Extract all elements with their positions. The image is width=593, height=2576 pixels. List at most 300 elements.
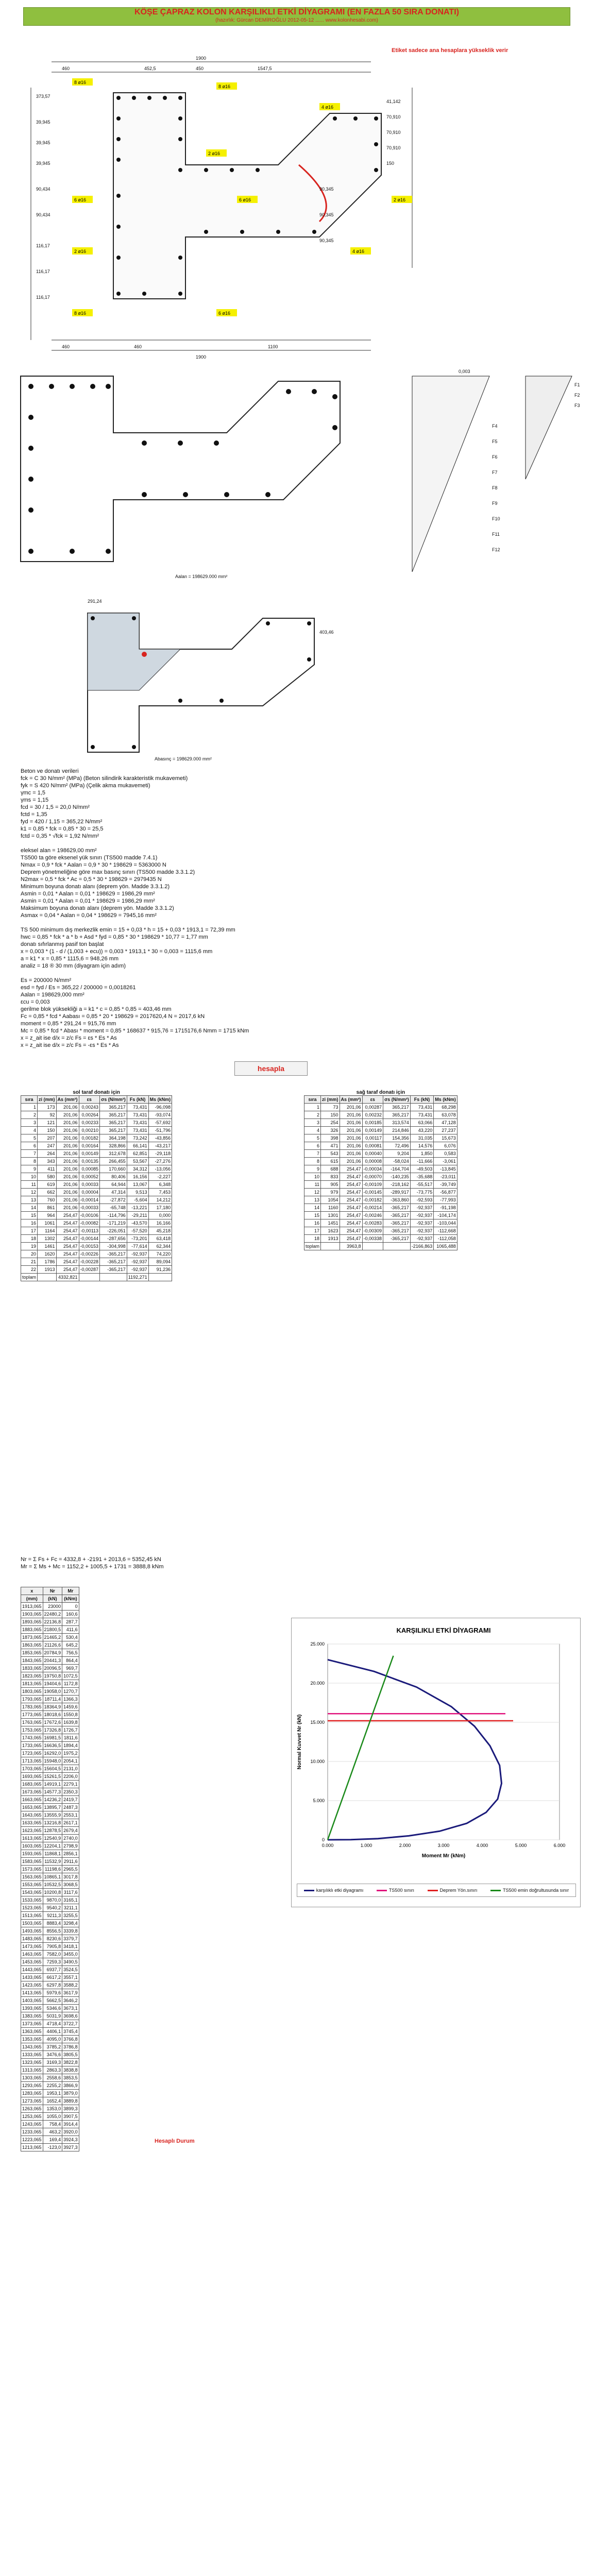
table-cell: 0,00233 <box>79 1119 100 1127</box>
table-cell: 15604,5 <box>43 1765 62 1773</box>
table-cell: 207 <box>38 1134 57 1142</box>
table-cell: 1894,4 <box>62 1742 79 1750</box>
table-row <box>21 2051 79 2059</box>
table-cell: -57,692 <box>148 1119 172 1127</box>
table-cell: 3899,3 <box>62 2105 79 2113</box>
table-row <box>21 1765 79 1773</box>
table-cell: 201,06 <box>340 1119 362 1127</box>
table-cell: 43,220 <box>410 1127 434 1134</box>
x-tick-label: 4.000 <box>476 1843 488 1848</box>
table-cell: 14 <box>21 1204 38 1212</box>
table-unit: (mm) <box>21 1595 43 1603</box>
table-row <box>21 1196 172 1204</box>
svg-text:8 ø16: 8 ø16 <box>74 80 87 85</box>
table-cell: -0,00226 <box>79 1250 100 1258</box>
table-row <box>21 1881 79 1889</box>
table-cell: 15,673 <box>434 1134 458 1142</box>
table-cell: 3117,6 <box>62 1889 79 1896</box>
table-header: σs (N/mm²) <box>100 1096 127 1104</box>
param-line: Es = 200000 N/mm² <box>21 977 72 984</box>
param-line: eleksel alan = 198629,00 mm² <box>21 848 97 854</box>
table-cell: 2965,5 <box>62 1866 79 1873</box>
table-cell: 15 <box>304 1212 321 1219</box>
svg-text:41,142: 41,142 <box>386 99 401 104</box>
table-cell: 264 <box>38 1150 57 1158</box>
svg-text:2 ø16: 2 ø16 <box>394 197 406 202</box>
chart-svg <box>292 1618 579 1881</box>
table-cell: 14 <box>304 1204 321 1212</box>
table-row <box>304 1165 458 1173</box>
table-row <box>21 1204 172 1212</box>
table-cell: 12878,5 <box>43 1827 62 1835</box>
table-cell: 21 <box>21 1258 38 1266</box>
table-cell: 247 <box>38 1142 57 1150</box>
interaction-chart <box>291 1618 581 1907</box>
table-row <box>21 2012 79 2020</box>
table-cell: -5,604 <box>127 1196 148 1204</box>
table-cell: 3490,5 <box>62 1958 79 1966</box>
table-cell: 2419,7 <box>62 1796 79 1804</box>
table-row <box>21 1757 79 1765</box>
legend-item <box>428 1888 478 1893</box>
table-cell: 1473,065 <box>21 1943 43 1951</box>
table-cell: 45,218 <box>148 1227 172 1235</box>
y-tick-label: 15.000 <box>310 1720 325 1725</box>
table-cell: 214,846 <box>383 1127 411 1134</box>
table-cell: 1652,4 <box>43 2097 62 2105</box>
svg-text:8 ø16: 8 ø16 <box>218 84 231 89</box>
table-row <box>21 1858 79 1866</box>
table-cell: 3 <box>304 1119 321 1127</box>
table-row <box>21 1603 79 1611</box>
table-cell: 17 <box>304 1227 321 1235</box>
param-line: Asmin = 0,01 * Aalan = 0,01 * 198629 = 1986,29 mm² <box>21 898 155 904</box>
table-row <box>21 1866 79 1873</box>
param-line <box>21 970 412 977</box>
table-cell: 7905,8 <box>43 1943 62 1951</box>
table-cell: 1393,065 <box>21 2005 43 2012</box>
table-row <box>21 1935 79 1943</box>
table-cell: 20096,5 <box>43 1665 62 1672</box>
table-cell: 63,418 <box>148 1235 172 1243</box>
table-row <box>304 1111 458 1119</box>
table-cell: 9870,0 <box>43 1896 62 1904</box>
table-cell: 1913,065 <box>21 1603 43 1611</box>
table-cell: 16292,0 <box>43 1750 62 1757</box>
summary-line2: Mr = Σ Ms + Mc = 1152,2 + 1005,5 + 1731 = 3888,8 kNm <box>21 1564 164 1570</box>
table-cell: 201,06 <box>340 1127 362 1134</box>
table-row <box>21 1974 79 1981</box>
table-cell: 411 <box>38 1165 57 1173</box>
table-row <box>21 1235 172 1243</box>
table-cell: 1253,065 <box>21 2113 43 2121</box>
table-row <box>21 1243 172 1250</box>
table-cell: 6937,7 <box>43 1966 62 1974</box>
svg-text:6 ø16: 6 ø16 <box>74 197 87 202</box>
table-cell: 11868,1 <box>43 1850 62 1858</box>
table-cell: 615 <box>321 1158 340 1165</box>
table-cell: 2 <box>21 1111 38 1119</box>
table-row <box>21 1827 79 1835</box>
table-cell: 6 <box>304 1142 321 1150</box>
table-cell: 1523,065 <box>21 1904 43 1912</box>
table-cell: -13,056 <box>148 1165 172 1173</box>
table-cell: 201,06 <box>56 1127 79 1134</box>
table-cell: 1726,7 <box>62 1726 79 1734</box>
table-cell: 3722,7 <box>62 2020 79 2028</box>
table-total-cell: -2166,863 <box>410 1243 434 1250</box>
etiket-note: Etiket sadece ana hesaplara yükseklik verir <box>392 47 509 54</box>
table-cell: 3838,8 <box>62 2066 79 2074</box>
table-row <box>21 1819 79 1827</box>
table-row <box>21 1680 79 1688</box>
table-cell: 2740,0 <box>62 1835 79 1842</box>
table-cell: 3379,7 <box>62 1935 79 1943</box>
table-cell: 170,660 <box>100 1165 127 1173</box>
table-cell: 3889,8 <box>62 2097 79 2105</box>
table-cell: -0,00228 <box>79 1258 100 1266</box>
table-cell: 1663,065 <box>21 1796 43 1804</box>
table-row <box>21 1958 79 1966</box>
table-cell: 18 <box>304 1235 321 1243</box>
legend-item <box>377 1888 414 1893</box>
table-cell: 1763,065 <box>21 1719 43 1726</box>
param-line: Beton ve donatı verileri <box>21 768 79 774</box>
table-cell: -365,217 <box>383 1219 411 1227</box>
table-cell: 1054 <box>321 1196 340 1204</box>
table-row <box>21 2121 79 2128</box>
table-cell: 1403,065 <box>21 1997 43 2005</box>
svg-text:F2: F2 <box>574 393 580 398</box>
table-cell: 17 <box>21 1227 38 1235</box>
table-cell: 7 <box>21 1150 38 1158</box>
param-line: fctd = 0,35 * √fck = 1,92 N/mm² <box>21 833 99 839</box>
table-cell: 3785,2 <box>43 2043 62 2051</box>
table-cell: 1503,065 <box>21 1920 43 1927</box>
table-row <box>21 1189 172 1196</box>
table-cell: 5 <box>21 1134 38 1142</box>
table-row <box>21 1641 79 1649</box>
table-total-cell <box>148 1274 172 1281</box>
svg-text:70,910: 70,910 <box>386 130 401 135</box>
param-line: Fc = 0,85 * fcd * Aabası = 0,85 * 20 * 198629 = 2017620,4 N = 2017,6 kN <box>21 1013 205 1020</box>
table-cell: 619 <box>38 1181 57 1189</box>
table-cell: 1483,065 <box>21 1935 43 1943</box>
table-row <box>304 1104 458 1111</box>
svg-text:F4: F4 <box>492 423 498 429</box>
table-cell: -77,614 <box>127 1243 148 1250</box>
table-cell: 3673,1 <box>62 2005 79 2012</box>
table-cell: -92,937 <box>410 1204 434 1212</box>
table-cell: 11532,9 <box>43 1858 62 1866</box>
table-total-cell <box>100 1274 127 1281</box>
table-cell: 398 <box>321 1134 340 1142</box>
table-cell: 254,47 <box>340 1204 362 1212</box>
table-cell: -112,058 <box>434 1235 458 1243</box>
table-row <box>21 1920 79 1927</box>
table-row <box>304 1219 458 1227</box>
table-cell: 3524,5 <box>62 1966 79 1974</box>
table-row <box>21 1750 79 1757</box>
table-cell: 1573,065 <box>21 1866 43 1873</box>
table-cell: 5662,5 <box>43 1997 62 2005</box>
table-cell: 1673,065 <box>21 1788 43 1796</box>
table-cell: -0,00109 <box>362 1181 383 1189</box>
table-cell: 0,00004 <box>79 1189 100 1196</box>
hesapla-button[interactable]: hesapla <box>234 1061 308 1076</box>
table-cell: -104,174 <box>434 1212 458 1219</box>
table-header: zi (mm) <box>321 1096 340 1104</box>
table-header: As (mm²) <box>56 1096 79 1104</box>
table-total-cell <box>383 1243 411 1250</box>
dim-top1: 1900 <box>196 56 207 61</box>
table-cell: -92,937 <box>410 1219 434 1227</box>
table-cell: 160,6 <box>62 1611 79 1618</box>
table-row <box>21 2097 79 2105</box>
svg-text:F3: F3 <box>574 403 580 408</box>
table-cell: 16 <box>304 1219 321 1227</box>
table-cell: 3745,4 <box>62 2028 79 2036</box>
y-tick-label: 20.000 <box>310 1681 325 1686</box>
table-cell: 10 <box>21 1173 38 1181</box>
table-cell: -58,024 <box>383 1158 411 1165</box>
table-cell: -73,201 <box>127 1235 148 1243</box>
table-cell: 964 <box>38 1212 57 1219</box>
table-row <box>21 1904 79 1912</box>
table-cell: 3907,5 <box>62 2113 79 2121</box>
table-cell: 3920,0 <box>62 2128 79 2136</box>
table-cell: 3879,0 <box>62 2090 79 2097</box>
table-cell: -0,00082 <box>79 1219 100 1227</box>
table-cell: -92,937 <box>410 1235 434 1243</box>
table-cell: -43,856 <box>148 1134 172 1142</box>
table-cell: 201,06 <box>56 1196 79 1204</box>
table-row <box>21 1611 79 1618</box>
table-cell: 1593,065 <box>21 1850 43 1858</box>
table-row <box>304 1181 458 1189</box>
table-cell: -51,796 <box>148 1127 172 1134</box>
table-cell: 312,678 <box>100 1150 127 1158</box>
table-cell: 8556,5 <box>43 1927 62 1935</box>
table-cell: -0,00309 <box>362 1227 383 1235</box>
table-cell: -114,796 <box>100 1212 127 1219</box>
table-row <box>21 1150 172 1158</box>
summary-line1: Nr = Σ Fs + Fc = 4332,8 + -2191 + 2013,6 = 5352,45 kN <box>21 1556 161 1563</box>
svg-text:150: 150 <box>386 161 395 166</box>
param-line: Minimum boyuna donatı alanı (deprem yön. Madde 3.3.1.2) <box>21 884 170 890</box>
table-cell: 18711,4 <box>43 1696 62 1703</box>
table-cell: 0,583 <box>434 1150 458 1158</box>
table-row <box>21 1173 172 1181</box>
table-row <box>21 1726 79 1734</box>
param-line: TS 500 minimum dış merkezlik emin = 15 + 0,03 * h = 15 + 0,03 * 1913,1 = 72,39 mm <box>21 927 235 933</box>
table-cell: 73,431 <box>127 1111 148 1119</box>
table-cell: 4718,4 <box>43 2020 62 2028</box>
table-cell: 662 <box>38 1189 57 1196</box>
table-cell: 12 <box>304 1189 321 1196</box>
table-cell: 287,7 <box>62 1618 79 1626</box>
legend-label: karşılıklı etki diyagramı <box>316 1888 364 1893</box>
x-tick-label: 3.000 <box>437 1843 450 1848</box>
table-cell: 3914,4 <box>62 2121 79 2128</box>
table-total-cell: 3963,8 <box>340 1243 362 1250</box>
x-tick-label: 1.000 <box>360 1843 372 1848</box>
table-cell: 3017,8 <box>62 1873 79 1881</box>
table-cell: 254,47 <box>56 1266 79 1274</box>
table-cell: -0,00214 <box>362 1204 383 1212</box>
table-cell: 0,00243 <box>79 1104 100 1111</box>
svg-text:F9: F9 <box>492 501 498 506</box>
table-cell: 73 <box>321 1104 340 1111</box>
table-header: sıra <box>304 1096 321 1104</box>
left-table-title: sol taraf donatı için <box>73 1090 120 1095</box>
svg-text:F11: F11 <box>492 532 500 537</box>
param-line: Maksimum boyuna donatı alanı (deprem yön. Madde 3.3.1.2) <box>21 905 174 911</box>
table-cell: 979 <box>321 1189 340 1196</box>
table-cell: 0,00149 <box>362 1127 383 1134</box>
legend-item <box>304 1888 364 1893</box>
table-cell: 3617,9 <box>62 1989 79 1997</box>
section-compression-drawing <box>77 592 438 762</box>
table-cell: 1783,065 <box>21 1703 43 1711</box>
table-row <box>21 1734 79 1742</box>
table-row <box>304 1196 458 1204</box>
table-cell: 31,035 <box>410 1134 434 1142</box>
legend-swatch <box>490 1890 501 1891</box>
table-cell: 1913 <box>321 1235 340 1243</box>
table-cell: 1453,065 <box>21 1958 43 1966</box>
table-cell: 2206,0 <box>62 1773 79 1781</box>
table-row <box>21 1657 79 1665</box>
table-row <box>21 1618 79 1626</box>
table-cell: 1459,6 <box>62 1703 79 1711</box>
table-cell: 1753,065 <box>21 1726 43 1734</box>
table-cell: -0,00145 <box>362 1189 383 1196</box>
table-cell: -55,517 <box>410 1181 434 1189</box>
table-row <box>304 1158 458 1165</box>
table-cell: -365,217 <box>100 1258 127 1266</box>
table-row <box>304 1150 458 1158</box>
dim-bottom2: 460 <box>134 344 142 349</box>
table-cell: 758,4 <box>43 2121 62 2128</box>
table-cell: 365,217 <box>383 1104 411 1111</box>
table-row <box>21 1665 79 1672</box>
table-cell: 1733,065 <box>21 1742 43 1750</box>
table-cell: 1443,065 <box>21 1966 43 1974</box>
table-cell: -49,503 <box>410 1165 434 1173</box>
table-cell: 7259,3 <box>43 1958 62 1966</box>
table-cell: -39,749 <box>434 1181 458 1189</box>
table-cell: 1553,065 <box>21 1881 43 1889</box>
page-title: KÖŞE ÇAPRAZ KOLON KARŞILIKLI ETKİ DİYAGRAMI (EN FAZLA 50 SIRA DONATI) <box>134 8 459 16</box>
table-cell: 201,06 <box>56 1204 79 1212</box>
table-cell: 0,00185 <box>362 1119 383 1127</box>
table-cell: -96,098 <box>148 1104 172 1111</box>
table-cell: 365,217 <box>100 1111 127 1119</box>
table-row <box>21 1111 172 1119</box>
table-cell: -27,276 <box>148 1158 172 1165</box>
table-cell: 12 <box>21 1189 38 1196</box>
table-cell: 12540,9 <box>43 1835 62 1842</box>
section-strain-drawing <box>10 366 582 582</box>
table-total-cell: toplam <box>21 1274 38 1281</box>
svg-text:90,434: 90,434 <box>36 212 50 217</box>
table-cell: 1493,065 <box>21 1927 43 1935</box>
param-line: gerilme blok yüksekliği a = k1 * c = 0,85 * 0,85 = 403,46 mm <box>21 1006 172 1012</box>
table-cell: 0,00117 <box>362 1134 383 1142</box>
param-line: fyd = 420 / 1,15 = 365,22 N/mm² <box>21 819 103 825</box>
table-cell: 19 <box>21 1243 38 1250</box>
left-table <box>21 1095 172 1281</box>
table-row <box>21 1165 172 1173</box>
table-total-cell <box>321 1243 340 1250</box>
table-cell: 17,180 <box>148 1204 172 1212</box>
table-cell: 688 <box>321 1165 340 1173</box>
table-cell: -92,937 <box>410 1212 434 1219</box>
table-cell: 365,217 <box>100 1119 127 1127</box>
table-cell: 3588,2 <box>62 1981 79 1989</box>
table-row <box>21 2020 79 2028</box>
table-cell: 756,5 <box>62 1649 79 1657</box>
table-cell: -123,0 <box>43 2144 62 2151</box>
table-cell: 2679,4 <box>62 1827 79 1835</box>
table-unit: (kNm) <box>62 1595 79 1603</box>
table-cell: 19404,6 <box>43 1680 62 1688</box>
table-cell: -27,872 <box>100 1196 127 1204</box>
table-cell: 5 <box>304 1134 321 1142</box>
table-row <box>21 2074 79 2082</box>
table-cell: 0,00040 <box>362 1150 383 1158</box>
table-cell: 365,217 <box>383 1111 411 1119</box>
param-line: k1 = 0,85 * fck = 0,85 * 30 = 25,5 <box>21 826 104 832</box>
table-row <box>21 1258 172 1266</box>
table-cell: 254,47 <box>340 1219 362 1227</box>
table-row <box>304 1212 458 1219</box>
svg-text:6 ø16: 6 ø16 <box>239 197 251 202</box>
table-unit: (kN) <box>43 1595 62 1603</box>
table-cell: 1623 <box>321 1227 340 1235</box>
table-cell: 1613,065 <box>21 1835 43 1842</box>
table-cell: 201,06 <box>56 1165 79 1173</box>
table-cell: 21126,6 <box>43 1641 62 1649</box>
table-row <box>21 1696 79 1703</box>
table-cell: 2054,1 <box>62 1757 79 1765</box>
table-row <box>21 1227 172 1235</box>
table-cell: 7582,0 <box>43 1951 62 1958</box>
table-cell: -0,00033 <box>79 1204 100 1212</box>
table-cell: 411,6 <box>62 1626 79 1634</box>
table-header: εs <box>79 1096 100 1104</box>
table-cell: 1843,065 <box>21 1657 43 1665</box>
table-cell: -218,162 <box>383 1181 411 1189</box>
table-cell: -35,688 <box>410 1173 434 1181</box>
table-cell: -92,937 <box>410 1227 434 1235</box>
table-cell: -56,877 <box>434 1189 458 1196</box>
legend-label: TS500 emin doğrultusunda sınır <box>503 1888 569 1893</box>
table-cell: 8883,4 <box>43 1920 62 1927</box>
table-cell: 201,06 <box>56 1189 79 1196</box>
summary <box>21 1556 163 1570</box>
table-row <box>21 2028 79 2036</box>
table-cell: 0,00164 <box>79 1142 100 1150</box>
dim-top2: 460 <box>62 66 70 71</box>
table-cell: 254,47 <box>56 1243 79 1250</box>
table-cell: 254,47 <box>340 1227 362 1235</box>
table-cell: 1953,1 <box>43 2090 62 2097</box>
table-cell: -0,00246 <box>362 1212 383 1219</box>
table-total-cell: 1192,271 <box>127 1274 148 1281</box>
table-row <box>21 1119 172 1127</box>
